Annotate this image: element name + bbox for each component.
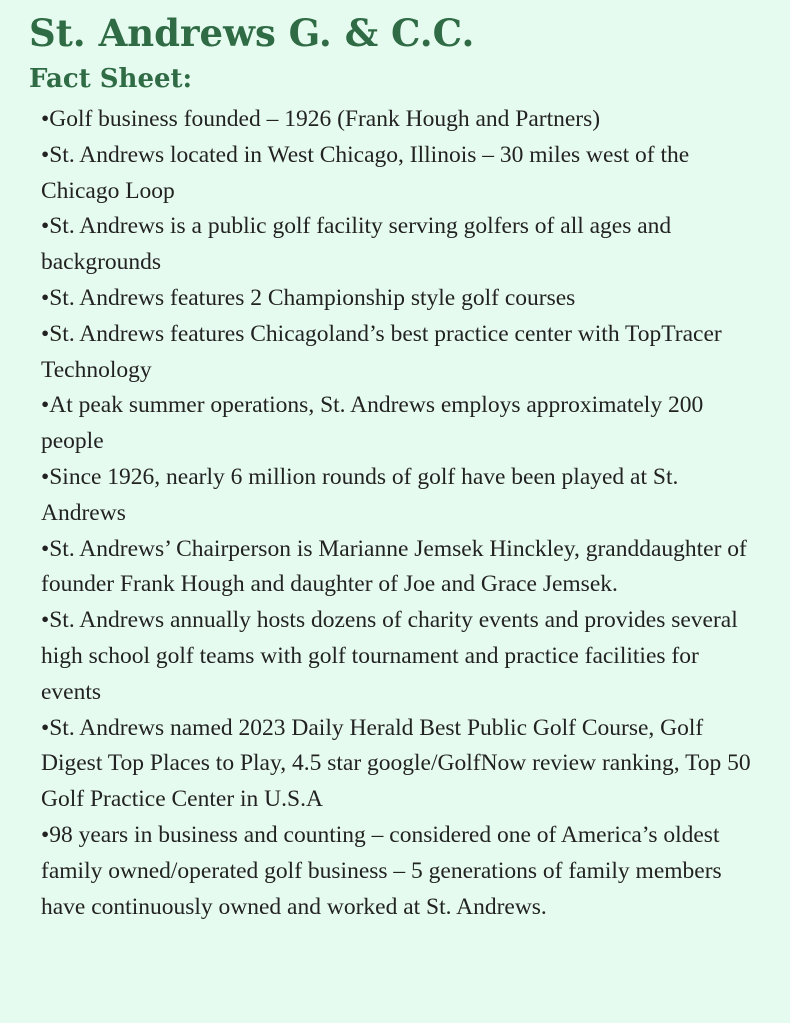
fact-item-public-facility: •St. Andrews is a public golf facility serving golfers of all ages and backgrounds — [41, 213, 672, 276]
fact-item-practice-center: •St. Andrews features Chicagoland’s best practice center with TopTracer Technology — [41, 320, 722, 383]
fact-item-courses: •St. Andrews features 2 Championship style golf courses — [41, 284, 576, 311]
fact-item-years-in-business: •98 years in business and counting – considered one of America’s oldest family owned/operated golf business – 5 generations of family members have continuously owned and worked at St. Andrews. — [41, 821, 722, 920]
fact-item-founded: •Golf business founded – 1926 (Frank Hough and Partners) — [41, 106, 601, 132]
fact-item-awards: •St. Andrews named 2023 Daily Herald Best Public Golf Course, Golf Digest Top Places to Play, 4.5 star google/GolfNow review ranking, Top 50 Golf Practice Center in U.S.A — [41, 714, 751, 813]
facts-list — [29, 102, 756, 925]
fact-item-chairperson: •St. Andrews’ Chairperson is Marianne Jemsek Hinckley, granddaughter of founder Frank Hough and daughter of Joe and Grace Jemsek. — [41, 535, 747, 598]
fact-item-charity-events: •St. Andrews annually hosts dozens of charity events and provides several high school golf teams with golf tournament and practice facilities for events — [41, 607, 738, 705]
fact-item-location: •St. Andrews located in West Chicago, Illinois – 30 miles west of the Chicago Loop — [41, 141, 690, 204]
fact-item-rounds-played: •Since 1926, nearly 6 million rounds of golf have been played at St. Andrews — [41, 463, 679, 526]
fact-item-employees: •At peak summer operations, St. Andrews employs approximately 200 people — [41, 392, 704, 455]
page-title: St. Andrews G. & C.C. — [29, 11, 475, 55]
fact-sheet-heading: Fact Sheet: — [29, 64, 193, 94]
